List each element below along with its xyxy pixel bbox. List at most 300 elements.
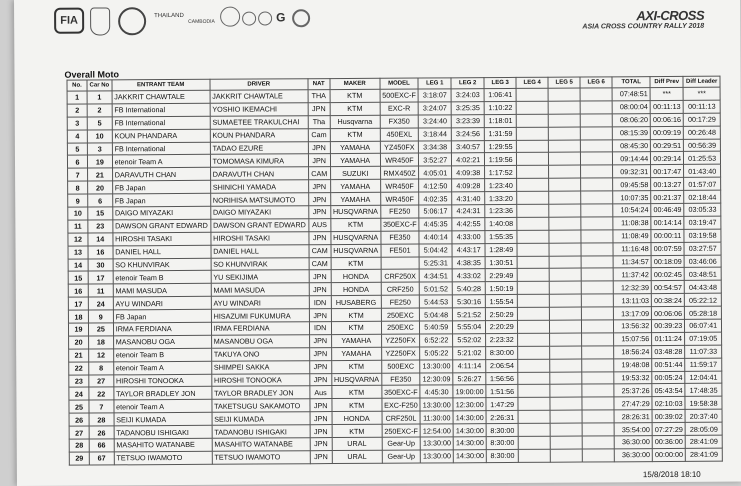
table-cell [549,204,581,217]
table-cell: MASAHITO WATANABE [212,438,310,451]
table-cell: JPN [309,309,331,322]
table-cell: 11 [88,284,113,297]
table-cell [548,101,580,114]
table-cell: 13 [68,246,88,259]
table-cell: 350EXC-F [382,386,421,399]
table-cell: 3:24:56 [452,127,485,140]
table-cell: 08:45:30 [613,139,651,152]
table-cell: *** [683,87,720,100]
table-cell: 24 [69,388,89,401]
table-cell: 20 [88,181,113,194]
table-cell: YZ450FX [380,141,419,154]
column-header: LEG 3 [484,77,516,88]
table-cell [550,436,582,449]
table-cell: HUSABERG [331,296,381,309]
table-cell: 8:30:00 [486,346,518,359]
table-cell: 13:30:00 [420,450,453,463]
table-cell: WR450F [380,179,419,192]
table-cell: 00:56:39 [684,139,721,152]
table-cell: KTM [330,102,380,115]
table-cell: JPN [310,451,332,464]
table-cell: 2:20:29 [486,320,518,333]
table-cell: 66 [89,439,114,452]
table-cell: DAIGO MIYAZAKI [210,206,308,219]
table-cell [581,243,613,256]
table-cell: URAL [332,437,382,450]
table-cell: 67 [89,452,114,465]
table-cell: 27 [89,374,114,387]
table-cell: 16 [68,284,88,297]
table-cell: 00:29:14 [651,152,684,165]
table-cell: IDN [309,322,331,335]
table-cell: 5:52:02 [453,334,486,347]
table-cell: 4:05:01 [419,166,452,179]
table-cell: 3:24:03 [451,89,484,102]
table-cell: 11:37:42 [613,268,651,281]
table-cell: IRMA FERDIANA [211,322,309,335]
table-cell: 35:54:00 [614,423,652,436]
table-cell: TADANOBU ISHIGAKI [212,425,310,438]
column-header: No. [67,80,87,91]
table-cell: 5:40:59 [420,321,453,334]
table-cell: 14 [88,233,113,246]
table-cell: 3:18:07 [418,89,451,102]
table-cell: 11 [68,220,88,233]
table-cell: 02:10:03 [652,397,685,410]
table-cell [516,88,548,101]
table-cell [581,217,613,230]
table-cell: HONDA [332,412,382,425]
table-cell [518,320,550,333]
table-cell: 3:18:44 [419,128,452,141]
table-cell: 4:45:35 [419,218,452,231]
table-cell [549,217,581,230]
table-cell: 22 [89,387,114,400]
table-cell: 4:43:17 [452,243,485,256]
table-cell: FE250 [380,205,419,218]
table-cell [518,436,550,449]
table-cell: 00:26:48 [683,126,720,139]
table-cell [582,307,614,320]
table-cell: KTM [331,308,381,321]
table-cell: 9 [88,310,113,323]
table-cell: AUS [309,218,331,231]
column-header: LEG 1 [418,78,451,89]
table-cell: 05:22:12 [684,293,721,306]
table-cell: 4:02:21 [452,153,485,166]
table-cell: 05:43:54 [652,384,685,397]
table-cell: 8 [89,362,114,375]
table-cell: 01:57:07 [684,177,721,190]
table-cell: 5:40:28 [452,282,485,295]
table-cell: 25 [69,400,89,413]
leaf-logo-icon [220,7,240,27]
table-cell [549,152,581,165]
table-cell: 6 [88,194,113,207]
table-cell: 25:37:26 [614,384,652,397]
table-cell [518,333,550,346]
thailand-logo-icon: THAILAND [154,12,184,20]
table-cell: KOUN PHANDARA [210,128,308,141]
c-logo-icon [292,9,310,27]
table-cell: MAMI MASUDA [113,284,211,297]
table-cell: HIROSHI TONOOKA [211,373,309,386]
table-cell: 25 [88,323,113,336]
ring-logo-icon [242,12,256,26]
table-cell: HIROSHI TASAKI [211,232,309,245]
g-logo-icon: G [276,10,286,25]
table-cell: 5:04:42 [419,244,452,257]
table-cell: 500EXC [381,360,420,373]
table-cell: 00:18:09 [651,255,684,268]
table-cell: 07:48:51 [612,88,650,101]
table-cell: 00:02:45 [651,268,684,281]
table-cell [550,307,582,320]
table-cell [549,230,581,243]
table-cell: YAMAHA [330,192,380,205]
table-cell: KTM [331,321,381,334]
table-cell: CRF250 [381,282,420,295]
table-cell: 00:11:13 [683,100,720,113]
table-cell: 500EXC-F [380,89,419,102]
table-cell: 19:48:08 [614,358,652,371]
table-cell: DAIGO MIYAZAKI [112,206,210,219]
table-cell: Gear-Up [382,450,421,463]
table-cell [582,371,614,384]
table-cell: DAWSON GRANT EDWARD [113,219,211,232]
table-cell: SHIMPEI SAKKA [211,360,309,373]
table-cell: CRF250X [381,269,420,282]
table-cell [549,243,581,256]
table-cell: 4:42:55 [452,218,485,231]
table-cell: JPN [309,347,331,360]
table-cell: 2:23:32 [486,333,518,346]
table-cell: 1:31:59 [484,127,516,140]
table-cell [582,359,614,372]
table-cell [582,294,614,307]
table-cell: 21 [69,349,89,362]
table-cell: etenoir Team B [113,348,211,361]
column-header: LEG 2 [451,78,484,89]
table-cell: EXC-R [380,102,419,115]
table-cell: FE350 [381,231,420,244]
table-cell: 14:30:00 [453,411,486,424]
table-cell: CRF250L [382,411,421,424]
table-cell: 00:06:16 [650,113,683,126]
table-cell: CAM [309,244,331,257]
timestamp: 15/8/2018 18:10 [642,469,701,480]
table-cell: 03:46:06 [684,255,721,268]
table-cell: JPN [309,360,331,373]
table-cell: 02:18:44 [684,190,721,203]
table-cell: Husqvarna [330,115,380,128]
table-cell: 00:13:27 [651,178,684,191]
table-cell: JPN [308,102,330,115]
table-cell: 1:18:01 [484,114,516,127]
table-cell: JPN [310,425,332,438]
table-cell: 1:28:49 [485,243,517,256]
table-cell: 1:23:40 [485,179,517,192]
table-cell: 00:06:06 [652,307,685,320]
table-cell: 28 [89,413,114,426]
column-header: LEG 4 [516,77,548,88]
table-cell: WR450F [380,153,419,166]
table-cell: etenoir Team B [113,271,211,284]
table-cell: THA [308,90,330,103]
table-cell: 03:48:51 [684,268,721,281]
table-cell: 16 [88,246,113,259]
table-cell [548,88,580,101]
column-header: MAKER [330,78,380,89]
table-cell: 15:07:56 [614,333,652,346]
table-cell: 19 [87,155,112,168]
table-cell: 4:09:28 [452,179,485,192]
table-cell [550,449,582,462]
table-cell: FE350 [381,373,420,386]
table-cell: MAMI MASUDA [211,283,309,296]
table-cell: 11:30:00 [420,411,453,424]
column-header: NAT [308,79,330,90]
brand-line-1: AXI-CROSS [636,7,705,24]
table-cell: KTM [332,424,382,437]
table-cell [581,230,613,243]
table-cell: JPN [308,141,330,154]
table-cell: 3:52:27 [419,153,452,166]
table-cell [517,166,549,179]
table-cell [582,449,614,462]
table-cell: 1:56:56 [486,372,518,385]
column-header: Diff Prev [650,76,683,87]
table-cell [518,307,550,320]
table-cell: JPN [308,193,330,206]
table-cell: 15 [68,272,88,285]
table-cell [550,372,582,385]
table-cell: JPN [309,270,331,283]
table-cell: 10:54:24 [613,204,651,217]
table-cell: HUSQVARNA [330,205,380,218]
table-cell: 5:05:22 [420,347,453,360]
table-cell [581,191,613,204]
table-cell [549,140,581,153]
table-cell: TAKETSUGU SAKAMOTO [212,399,310,412]
table-cell: 2:06:54 [486,359,518,372]
table-cell [550,346,582,359]
table-cell: HISAZUMI FUKUMURA [211,309,309,322]
table-cell: 17 [68,297,88,310]
table-cell: 03:19:47 [684,216,721,229]
table-cell: 12:30:00 [453,398,486,411]
table-cell: 18 [68,310,88,323]
table-cell: 4:11:14 [453,359,486,372]
table-cell: 12 [89,349,114,362]
table-cell: 6:52:22 [420,334,453,347]
table-cell: RMX450Z [380,166,419,179]
table-cell: FE501 [381,244,420,257]
table-cell: 22 [69,362,89,375]
table-cell [517,256,549,269]
table-cell: 15 [88,207,113,220]
table-cell [582,333,614,346]
table-cell [517,204,549,217]
table-cell: JPN [308,180,330,193]
table-cell: 08:06:20 [612,113,650,126]
table-cell: 1:06:41 [484,88,516,101]
table-cell: 13:30:00 [420,398,453,411]
table-cell: 09:32:31 [613,165,651,178]
table-cell: DARAVUTH CHAN [210,167,308,180]
table-cell: YAMAHA [330,154,380,167]
table-cell: 3:24:40 [418,115,451,128]
table-cell [550,294,582,307]
table-cell: 00:17:47 [651,165,684,178]
table-cell: KOUN PHANDARA [112,129,210,142]
table-cell: 06:07:41 [685,319,722,332]
table-cell: HIROSHI TONOOKA [113,374,211,387]
table-cell: DANIEL HALL [211,244,309,257]
table-cell: 4:45:30 [420,385,453,398]
table-cell: JAKKRIT CHAWTALE [210,90,308,103]
table-cell [550,320,582,333]
table-cell: 00:39:23 [652,319,685,332]
table-cell: 4:24:31 [452,205,485,218]
table-cell: 450EXL [380,128,419,141]
table-cell [516,127,548,140]
table-cell: AYU WINDARI [211,296,309,309]
table-cell: 13:56:32 [614,320,652,333]
table-cell: 4:38:35 [452,256,485,269]
table-cell: 19:53:32 [614,371,652,384]
table-cell: SEIJI KUMADA [114,413,212,426]
table-cell: 3:23:39 [451,114,484,127]
table-cell [582,423,614,436]
table-cell: IDN [309,296,331,309]
table-cell [548,114,580,127]
table-cell [517,230,549,243]
table-cell: 12 [68,233,88,246]
column-header: LEG 6 [580,77,612,88]
table-cell: MASANOBU OGA [211,335,309,348]
table-cell: 250EXC-F [382,424,421,437]
table-cell [550,385,582,398]
column-header: MODEL [380,78,419,89]
table-cell: KTM [332,399,382,412]
table-cell: 04:43:48 [684,281,721,294]
table-cell [517,269,549,282]
page-title: Overall Moto [64,69,120,80]
table-cell: 28:05:09 [685,422,722,435]
table-cell [517,191,549,204]
table-cell [581,268,613,281]
table-cell: 8:30:00 [486,449,518,462]
table-cell: 1:50:19 [485,282,517,295]
table-cell [517,178,549,191]
table-cell: 28:41:09 [685,448,722,461]
table-cell [549,256,581,269]
cambodia-logo-icon: CAMBODIA [188,18,215,25]
table-cell [582,436,614,449]
brand-line-2: ASIA CROSS COUNTRY RALLY 2018 [582,22,705,31]
table-cell: 12:04:41 [685,371,722,384]
table-cell [581,255,613,268]
table-cell: JPN [309,334,331,347]
table-cell: 00:07:59 [651,242,684,255]
table-cell: MASANOBU OGA [113,335,211,348]
table-cell: MASAHITO WATANABE [114,438,212,451]
table-cell: KTM [331,360,381,373]
table-cell: 00:11:13 [650,100,683,113]
table-cell: 2 [67,104,87,117]
table-cell: 1:47:29 [486,398,518,411]
table-cell: 00:38:24 [652,294,685,307]
table-cell [549,165,581,178]
table-cell: CAM [309,257,331,270]
table-cell [581,204,613,217]
table-cell: Tha [308,115,330,128]
table-cell: 11:59:17 [685,358,722,371]
table-cell: 14:30:00 [453,424,486,437]
table-cell: TADANOBU ISHIGAKI [114,425,212,438]
table-cell [518,398,550,411]
table-cell: 5:30:16 [453,295,486,308]
table-cell: 28:41:09 [685,435,722,448]
table-cell: 10 [68,207,88,220]
table-cell: 5 [67,143,87,156]
table-cell: 36:30:00 [614,449,652,462]
table-cell: 1 [67,91,87,104]
table-cell: 1:30:51 [485,256,517,269]
table-cell: SO KHUNVIRAK [113,258,211,271]
table-cell: 00:39:02 [652,410,685,423]
table-cell [550,410,582,423]
table-cell: 2:26:31 [486,411,518,424]
table-cell: 11:08:38 [613,217,651,230]
table-cell: 00:51:44 [652,358,685,371]
table-cell: 19:58:38 [685,397,722,410]
table-cell: TAKUYA ONO [211,348,309,361]
table-cell: WR450F [380,192,419,205]
table-cell: 1:55:54 [486,295,518,308]
column-header: LEG 5 [548,77,580,88]
table-cell: 30 [88,258,113,271]
table-cell [549,281,581,294]
table-cell: 10 [87,130,112,143]
rally-brand-logo [582,8,704,31]
table-cell: TADAO EZURE [210,141,308,154]
table-cell: 11:07:33 [685,345,722,358]
table-cell: 2:50:29 [486,308,518,321]
table-cell: HUSQVARNA [331,244,381,257]
table-cell: 19 [68,323,88,336]
table-cell: JPN [310,438,332,451]
table-cell: 5:06:17 [419,205,452,218]
table-cell: DANIEL HALL [113,245,211,258]
table-cell: EXC-F250 [382,398,421,411]
table-cell: IRMA FERDIANA [113,322,211,335]
table-cell: 1:23:36 [485,204,517,217]
table-cell: 27:47:29 [614,397,652,410]
table-cell [517,217,549,230]
table-cell: 13:30:00 [420,437,453,450]
table-cell: JPN [309,231,331,244]
results-table [66,76,723,466]
table-cell: SEIJI KUMADA [212,412,310,425]
table-cell: 5:26:27 [453,372,486,385]
table-cell: FB Japan [113,309,211,322]
ring-logo-icon [258,11,272,25]
table-cell: 2:29:49 [485,269,517,282]
table-cell: JPN [309,373,331,386]
table-cell: 17:48:35 [685,384,722,397]
